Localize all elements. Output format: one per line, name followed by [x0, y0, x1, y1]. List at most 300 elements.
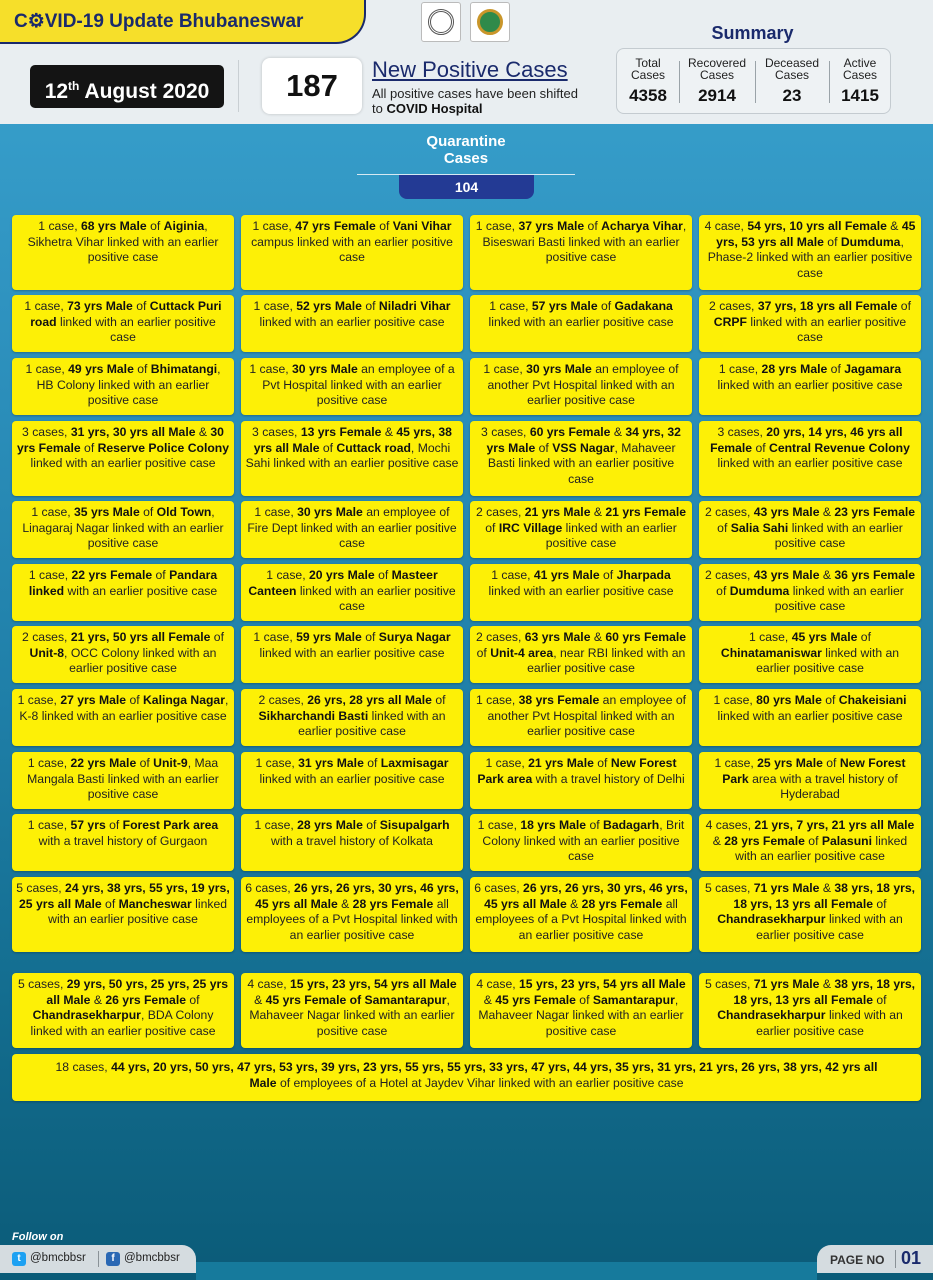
page-number: 01 — [901, 1248, 922, 1268]
case-text: 30 yrs Male — [526, 362, 592, 376]
case-text: 60 yrs Female — [605, 630, 687, 644]
case-text: of — [597, 299, 615, 313]
case-text: , Maa Mangala Basti linked with an earlier positive case — [27, 756, 219, 802]
case-text: area with a travel history of Hyderabad — [748, 771, 898, 802]
case-text: 5 cases, — [17, 977, 67, 991]
case-card — [470, 689, 692, 746]
case-card — [12, 973, 234, 1048]
case-text: New Forest Park — [722, 756, 906, 786]
case-text: 3 cases, — [717, 425, 767, 439]
case-card — [470, 626, 692, 683]
case-text: 28 yrs Male — [761, 362, 828, 376]
case-text: & — [381, 425, 397, 439]
case-text: 3 cases, — [252, 425, 301, 439]
quarantine-count: 104 — [399, 175, 534, 199]
case-card — [241, 421, 463, 496]
case-text: 15 yrs, 23 yrs, 54 yrs all Male — [519, 977, 686, 991]
case-text: of — [139, 505, 157, 519]
case-text: Chandrasekharpur — [717, 912, 826, 927]
case-text: Unit-9 — [153, 756, 188, 770]
case-text: 26 yrs, 26 yrs, 30 yrs, 46 yrs, 45 yrs all Male — [484, 881, 688, 911]
case-text: , Sikhetra Vihar linked with an earlier positive case — [27, 219, 219, 265]
case-text: campus linked with an earlier positive case — [251, 234, 453, 265]
case-text: of — [186, 992, 200, 1007]
case-text: 57 yrs — [70, 818, 106, 832]
case-text: 1 case, — [254, 505, 298, 519]
case-text: , OCC Colony linked with an earlier positive case — [64, 645, 217, 676]
case-text: an employee of another Pvt Hospital linked with an earlier positive case — [487, 693, 687, 739]
case-text: 22 yrs Female — [71, 568, 153, 582]
case-text: of — [822, 756, 840, 770]
case-text: linked with an earlier positive case — [717, 456, 903, 471]
case-text: & — [590, 505, 606, 519]
case-text: 1 case, — [253, 299, 297, 313]
case-text: 27 yrs Male — [60, 693, 127, 707]
case-card — [241, 814, 463, 871]
case-text: 3 cases, — [481, 425, 530, 439]
case-text: an employee of another Pvt Hospital linked with an earlier positive case — [487, 362, 679, 408]
case-text: 1 case, — [475, 219, 519, 233]
case-text: 1 case, — [266, 568, 309, 582]
case-text: 26 yrs, 28 yrs all Male — [307, 693, 432, 707]
case-text: 41 yrs Male — [533, 568, 600, 582]
case-text: Badagarh — [603, 818, 660, 832]
case-text: of — [476, 645, 491, 660]
case-card — [241, 501, 463, 558]
case-text: 71 yrs Male — [753, 881, 820, 895]
case-text: 1 case, — [254, 818, 298, 832]
case-card — [699, 689, 921, 746]
facebook-handle[interactable]: @bmcbbsr — [124, 1252, 180, 1264]
case-text: linked with an earlier positive case — [30, 456, 216, 471]
case-text: 44 yrs, 20 yrs, 50 yrs, 47 yrs, 53 yrs, 39 yrs, 23 yrs, 55 yrs, 55 yrs, 33 yrs, 47 yrs, 44 yrs, 35 yrs, 31 yrs, 21 yrs, 26 yrs, 38 yrs, 42 yrs all Male — [111, 1060, 878, 1090]
case-text: 43 yrs Male — [753, 505, 820, 519]
case-text: 49 yrs Male — [68, 362, 134, 376]
case-card — [699, 564, 921, 621]
case-text: 13 yrs Female — [300, 425, 382, 439]
summary-deceased: Deceased Cases 23 — [764, 56, 820, 105]
case-text: Sikharchandi Basti — [258, 708, 369, 723]
case-text: 21 yrs Female — [605, 505, 687, 519]
case-text: 45 yrs, 38 yrs all Male — [253, 425, 452, 455]
case-text: 1 case, — [24, 299, 68, 313]
case-text: of — [821, 693, 839, 707]
case-text: of — [101, 896, 119, 911]
case-text: & — [590, 630, 606, 644]
case-text: of — [133, 362, 151, 376]
case-text: 26 yrs Female — [105, 992, 186, 1007]
case-text: 1 case, — [485, 756, 529, 770]
case-card — [241, 689, 463, 746]
case-text: 28 yrs Female — [581, 896, 663, 911]
case-text: linked with an earlier positive case — [296, 583, 456, 614]
case-text: 52 yrs Male — [296, 299, 362, 313]
case-text: linked with an earlier positive case — [488, 583, 674, 598]
case-text: of — [717, 520, 731, 535]
case-text: Vani Vihar — [392, 219, 452, 233]
case-text: , Mahaveer Basti linked with an earlier positive case — [487, 440, 676, 486]
case-text: & — [337, 896, 353, 911]
case-text: Salia Sahi — [730, 520, 789, 535]
title-tab — [0, 0, 366, 44]
case-text: & — [483, 992, 496, 1007]
case-text: with a travel history of Gurgaon — [38, 833, 208, 848]
case-text: linked with an earlier positive case — [756, 912, 903, 942]
case-text: & — [886, 219, 902, 233]
case-text: IRC Village — [498, 520, 563, 535]
case-text: 1 case, — [249, 362, 293, 376]
case-text: , Mahaveer Nagar linked with an earlier positive case — [249, 992, 455, 1038]
case-card — [699, 626, 921, 683]
case-text: 2 cases, — [704, 505, 754, 519]
divider — [238, 60, 239, 112]
case-text: with an earlier positive case — [64, 583, 218, 598]
case-text: 25 yrs Male — [757, 756, 823, 770]
case-text: 20 yrs, 14 yrs, 46 yrs all Female — [710, 425, 903, 455]
case-text: of — [575, 992, 593, 1007]
case-text: of — [873, 992, 887, 1007]
facebook-icon[interactable]: f — [106, 1252, 120, 1266]
case-text: of — [80, 440, 98, 455]
case-text: 57 yrs Male — [531, 299, 598, 313]
case-card — [241, 215, 463, 290]
case-text: 2 cases, — [258, 693, 308, 707]
case-text: , Biseswari Basti linked with an earlier positive case — [482, 219, 687, 265]
case-card — [699, 877, 921, 952]
case-text: 1 case, — [477, 818, 521, 832]
case-text: Unit-8 — [29, 645, 65, 660]
case-text: 31 yrs, 30 yrs all Male — [70, 425, 196, 439]
case-text: 1 case, — [253, 630, 297, 644]
case-text: 1 case, — [255, 756, 299, 770]
case-text: an employee of a Pvt Hospital linked with an earlier positive case — [262, 362, 455, 408]
case-text: Kalinga Nagar — [143, 693, 225, 707]
page-label: PAGE NO — [830, 1253, 885, 1267]
case-text: Aiginia — [163, 219, 205, 233]
case-text: 2 cases, — [709, 299, 758, 313]
case-text: 1 case, — [749, 630, 792, 644]
case-text: with a travel history of Kolkata — [271, 833, 433, 848]
case-text: Palasuni — [821, 833, 872, 848]
case-text: Niladri Vihar — [378, 299, 451, 313]
case-text: Pandara linked — [28, 568, 218, 598]
case-text: , Mahaveer Nagar linked with an earlier positive case — [478, 992, 684, 1038]
summary-recovered: Recovered Cases 2914 — [687, 56, 747, 105]
case-text: linked with an earlier positive case — [56, 314, 216, 345]
case-text: Cuttack road — [336, 440, 411, 455]
case-card — [470, 358, 692, 415]
case-text: 54 yrs, 10 yrs all Female — [747, 219, 887, 233]
case-text: , Brit Colony linked with an earlier positive case — [482, 818, 685, 864]
case-text: 29 yrs, 50 yrs, 25 yrs, 25 yrs all Male — [46, 977, 229, 1007]
case-text: 2 cases, — [475, 505, 525, 519]
case-text: & — [610, 425, 626, 439]
summary-active: Active Cases 1415 — [841, 56, 879, 105]
case-text: & — [90, 992, 106, 1007]
case-text: of — [105, 818, 123, 832]
case-text: , Phase-2 linked with an earlier positive case — [707, 234, 913, 280]
case-text: Unit-4 area — [490, 645, 554, 660]
case-card — [470, 501, 692, 558]
case-text: linked with an earlier positive case — [756, 1008, 903, 1038]
case-text: & — [566, 896, 582, 911]
case-text: linked with an earlier positive case — [48, 896, 227, 927]
case-text: 3 cases, — [22, 425, 71, 439]
case-text: of — [752, 440, 770, 455]
case-card — [12, 501, 234, 558]
case-text: 1 case, — [38, 219, 81, 233]
new-cases-subtitle: All positive cases have been shifted to COVID Hospital — [372, 86, 578, 116]
twitter-icon[interactable]: t — [12, 1252, 26, 1266]
case-card — [12, 877, 234, 952]
case-text: with a travel history of Delhi — [532, 771, 685, 786]
case-text: 30 yrs Male — [297, 505, 363, 519]
case-text: Jagamara — [844, 362, 902, 376]
case-text: of employees of a Hotel at Jaydev Vihar linked with an earlier positive case — [276, 1075, 684, 1090]
case-text: of — [599, 568, 617, 582]
case-text: 2 cases, — [704, 568, 754, 582]
case-text: 80 yrs Male — [756, 693, 822, 707]
case-text: 1 case, — [25, 362, 69, 376]
case-text: all employees of a Pvt Hospital linked with an earlier positive case — [475, 896, 687, 942]
case-text: of — [897, 299, 911, 313]
case-text: 59 yrs Male — [296, 630, 362, 644]
case-card — [470, 877, 692, 952]
case-card — [699, 752, 921, 809]
case-text: of — [126, 693, 143, 707]
case-text: 21 yrs Male — [528, 756, 594, 770]
quarantine-title: Quarantine Cases — [426, 133, 506, 167]
case-text: 1 case, — [714, 756, 758, 770]
case-text: Sisupalgarh — [379, 818, 450, 832]
case-text: linked with an earlier positive case — [488, 314, 674, 329]
case-text: 5 cases, — [704, 881, 754, 895]
case-text: of — [361, 630, 379, 644]
case-text: Dumduma — [840, 234, 901, 249]
case-text: 18 cases, — [55, 1060, 112, 1074]
case-text: 68 yrs Male — [80, 219, 147, 233]
case-card — [12, 752, 234, 809]
case-text: & — [819, 568, 835, 582]
case-text: Acharya Vihar — [601, 219, 683, 233]
case-text: an employee of Fire Dept linked with an earlier positive case — [247, 505, 457, 551]
case-text: linked with an earlier positive case — [259, 314, 445, 329]
case-text: linked with an earlier positive case — [717, 377, 903, 392]
case-text: of — [362, 818, 380, 832]
case-text: , Linagaraj Nagar linked with an earlier positive case — [22, 505, 224, 551]
case-text: 1 case, — [483, 362, 527, 376]
summary-title: Summary — [711, 23, 794, 43]
case-text: 24 yrs, 38 yrs, 55 yrs, 19 yrs, 25 yrs all Male — [19, 881, 230, 911]
case-text: linked with an earlier positive case — [756, 645, 900, 676]
case-text: of — [485, 520, 499, 535]
case-text: 1 case, — [27, 756, 71, 770]
case-text: 4 case, — [704, 219, 748, 233]
case-text: 1 case, — [252, 219, 296, 233]
case-text: 6 cases, — [245, 881, 295, 895]
case-text: 47 yrs Female — [295, 219, 376, 233]
case-text: of — [804, 833, 822, 848]
case-card — [699, 295, 921, 352]
case-text: Mancheswar — [118, 896, 192, 911]
case-text: , BDA Colony linked with an earlier positive case — [30, 1008, 216, 1038]
case-text: 37 yrs, 18 yrs all Female — [757, 299, 898, 313]
case-text: of — [136, 756, 154, 770]
case-text: 45 yrs Female of Samantarapur — [265, 992, 447, 1007]
case-text: 73 yrs Male — [67, 299, 133, 313]
twitter-handle[interactable]: @bmcbbsr — [30, 1252, 86, 1264]
case-text: Chandrasekharpur — [717, 1008, 826, 1023]
case-text: Laxmisagar — [380, 756, 449, 770]
new-cases-title: New Positive Cases — [372, 57, 568, 82]
case-card — [241, 752, 463, 809]
footer-strip — [196, 1262, 817, 1280]
case-card — [699, 358, 921, 415]
case-text: Dumduma — [729, 583, 790, 598]
case-text: of — [152, 568, 170, 582]
case-text: 1 case, — [17, 693, 61, 707]
case-text: , Mochi Sahi linked with an earlier positive case — [245, 440, 459, 471]
page-number-box — [817, 1245, 933, 1273]
case-text: 1 case, — [489, 299, 532, 313]
case-text: 2 cases, — [475, 630, 525, 644]
case-text: 45 yrs, 53 yrs all Male — [716, 219, 916, 249]
case-card — [12, 295, 234, 352]
case-text: 5 cases, — [16, 881, 66, 895]
case-card — [12, 814, 234, 871]
date-badge: 12th August 2020 — [30, 65, 224, 108]
case-card — [241, 626, 463, 683]
case-text: 35 yrs Male — [74, 505, 140, 519]
case-text: 2 cases, — [22, 630, 71, 644]
case-text: 60 yrs Female — [529, 425, 611, 439]
case-card — [241, 973, 463, 1048]
case-text: linked with an earlier positive case — [259, 771, 445, 786]
case-card — [12, 358, 234, 415]
case-text: all employees of a Pvt Hospital linked with an earlier positive case — [246, 896, 458, 942]
case-text: Reserve Police Colony — [97, 440, 230, 455]
case-text: Old Town — [156, 505, 212, 519]
case-card — [699, 501, 921, 558]
case-text: 18 yrs Male — [520, 818, 587, 832]
case-text: 45 yrs Male — [791, 630, 858, 644]
case-text: linked with an earlier positive case — [298, 708, 446, 739]
case-text: & — [195, 425, 211, 439]
case-card — [12, 564, 234, 621]
case-text: of — [873, 896, 887, 911]
case-text: of — [132, 299, 150, 313]
case-text: Bhimatangi — [150, 362, 218, 376]
odisha-emblem-icon — [421, 2, 461, 42]
case-text: of — [210, 630, 224, 644]
case-text: Chakeisiani — [838, 693, 907, 707]
case-text: 21 yrs Male — [524, 505, 591, 519]
case-text: of — [146, 219, 164, 233]
case-text: & — [254, 992, 266, 1007]
case-text: 30 yrs Female — [16, 425, 224, 455]
case-text: of — [361, 299, 379, 313]
case-text: 37 yrs Male — [518, 219, 585, 233]
case-text: 28 yrs Female — [724, 833, 805, 848]
case-card — [12, 689, 234, 746]
case-text: of — [584, 219, 602, 233]
summary-panel — [616, 48, 891, 114]
case-text: 1 case, — [31, 505, 74, 519]
case-text: Surya Nagar — [378, 630, 451, 644]
case-text: , near RBI linked with an earlier positive case — [527, 645, 686, 676]
case-text: Samantarapur — [592, 992, 675, 1007]
case-text: 38 yrs Female — [518, 693, 600, 707]
case-text: 30 yrs Male — [292, 362, 358, 376]
case-card — [470, 215, 692, 290]
case-text: of — [374, 568, 392, 582]
case-card — [699, 814, 921, 871]
case-text: linked with an earlier positive case — [717, 708, 903, 723]
bmc-logo-icon — [470, 2, 510, 42]
case-text: Gadakana — [614, 299, 673, 313]
case-card — [241, 877, 463, 952]
case-text: Central Revenue Colony — [769, 440, 910, 455]
case-card — [470, 814, 692, 871]
case-card — [470, 295, 692, 352]
case-text: & — [819, 881, 835, 895]
new-cases-count: 187 — [262, 58, 362, 114]
follow-label: Follow on — [12, 1231, 64, 1243]
case-text: 34 yrs, 32 yrs Male — [486, 425, 681, 455]
case-text: 1 case, — [491, 568, 534, 582]
case-text: linked with an earlier positive case — [735, 833, 908, 864]
case-text: 20 yrs Male — [308, 568, 375, 582]
case-text: 36 yrs Female — [834, 568, 916, 582]
case-text: , K-8 linked with an earlier positive case — [19, 693, 229, 723]
case-text: 21 yrs, 50 yrs all Female — [70, 630, 211, 644]
case-card — [12, 421, 234, 496]
case-text: & — [712, 833, 725, 848]
case-text: 23 yrs Female — [834, 505, 916, 519]
case-text: linked with an earlier positive case — [746, 314, 907, 345]
case-card — [241, 295, 463, 352]
case-text: Chandrasekharpur — [32, 1008, 141, 1023]
case-card — [241, 564, 463, 621]
case-card — [699, 421, 921, 496]
case-text: of — [823, 234, 841, 249]
header-bar — [0, 0, 933, 124]
case-card — [241, 358, 463, 415]
case-text: 71 yrs Male — [753, 977, 820, 991]
case-text: VSS Nagar — [552, 440, 615, 455]
case-card — [699, 215, 921, 290]
case-card — [12, 1054, 921, 1101]
case-text: of — [593, 756, 611, 770]
case-text: of — [431, 693, 446, 707]
summary-total: Total Cases 4358 — [629, 56, 667, 105]
case-text: 38 yrs, 18 yrs, 18 yrs, 13 yrs all Female — [733, 977, 916, 1007]
case-text: 6 cases, — [474, 881, 524, 895]
case-text: 38 yrs, 18 yrs, 18 yrs, 13 yrs all Female — [733, 881, 916, 911]
case-text: linked with an earlier positive case — [545, 520, 677, 551]
social-bar — [0, 1245, 196, 1273]
case-text: of — [319, 440, 337, 455]
case-text: 1 case, — [475, 693, 519, 707]
case-card — [12, 215, 234, 290]
case-text: linked with an earlier positive case — [774, 520, 903, 551]
case-card — [470, 421, 692, 496]
case-card — [470, 752, 692, 809]
case-text: of — [535, 440, 553, 455]
case-text: 1 case, — [718, 362, 762, 376]
case-text: of — [857, 630, 871, 644]
case-text: 43 yrs Male — [753, 568, 820, 582]
